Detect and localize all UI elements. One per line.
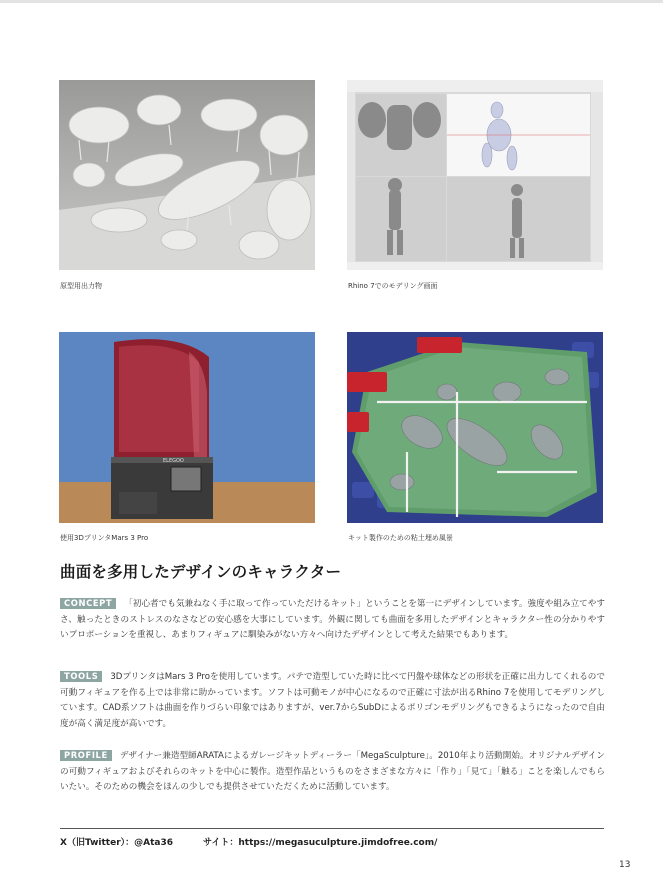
photo-clay-embedding <box>347 332 603 523</box>
clay-embedding-image <box>347 332 603 523</box>
photo-printed-parts <box>59 80 315 270</box>
tools-tag: TOOLS <box>60 671 102 682</box>
rhino-screen-image <box>347 80 603 270</box>
photo-rhino-screen <box>347 80 603 270</box>
caption-printed-parts: 原型用出力物 <box>60 282 102 290</box>
page-number: 13 <box>619 860 631 870</box>
site-url[interactable]: サイト：https://megasuculpture.jimdofree.com/ <box>203 838 438 848</box>
section-tools <box>60 670 605 732</box>
article-heading: 曲面を多用したデザインのキャラクター <box>60 563 342 581</box>
section-profile <box>60 749 605 796</box>
concept-tag: CONCEPT <box>60 598 116 609</box>
concept-text: 「初心者でも気兼ねなく手に取って作っていただけるキット」ということを第一にデザインしています。強度や組み立てやすさ、触ったときのストレスのなさなどの安心感を大事にしています。外観に関しても曲面を多用したデザインとキャラクター性の分かりやすいプロポーションを重視し、あまりフィギュアに馴染みがない方々へ向けたデザインとして考えた結果でもあります。 <box>60 599 605 641</box>
printed-parts-image <box>59 80 315 270</box>
twitter-handle[interactable]: X（旧Twitter）：@Ata36 <box>60 838 174 848</box>
photo-3d-printer <box>59 332 315 523</box>
tools-text: 3DプリンタはMars 3 Proを使用しています。パテで造型していた時に比べて円盤や球体などの形状を正確に出力してくれるので可動フィギュアを作る上では非常に助かっています。ソフトは可動モノが中心になるので正確に寸法が出るRhino 7を使用してモデリングしています。CAD系ソフトは曲面を作りづらい印象ではありますが、ver.7からSubDによるポリゴンモデリングもできるようになったので自由度が高く満足度が高いです。 <box>60 672 605 729</box>
footer-divider <box>60 828 604 829</box>
profile-text: デザイナー兼造型師ARATAによるガレージキットディーラー「MegaSculpture」。2010年より活動開始。オリジナルデザインの可動フィギュアおよびそれらのキットを中心に製作。造型作品というものをさまざまな方々に「作り」「見て」「触る」ことを楽しんでもらいたい。そのための機会をほんの少しでも提供させていただくために活動しています。 <box>60 751 605 793</box>
profile-tag: PROFILE <box>60 750 112 761</box>
caption-rhino-screen: Rhino 7でのモデリング画面 <box>348 282 438 290</box>
footer-links <box>60 835 467 848</box>
printer-brand: ELEGOO <box>163 458 184 464</box>
caption-clay-embedding: キット製作のための粘土埋め風景 <box>348 534 453 542</box>
top-rule <box>0 0 663 3</box>
caption-3d-printer: 使用3DプリンタMars 3 Pro <box>60 534 149 542</box>
section-concept <box>60 597 605 644</box>
printer-image <box>59 332 315 523</box>
